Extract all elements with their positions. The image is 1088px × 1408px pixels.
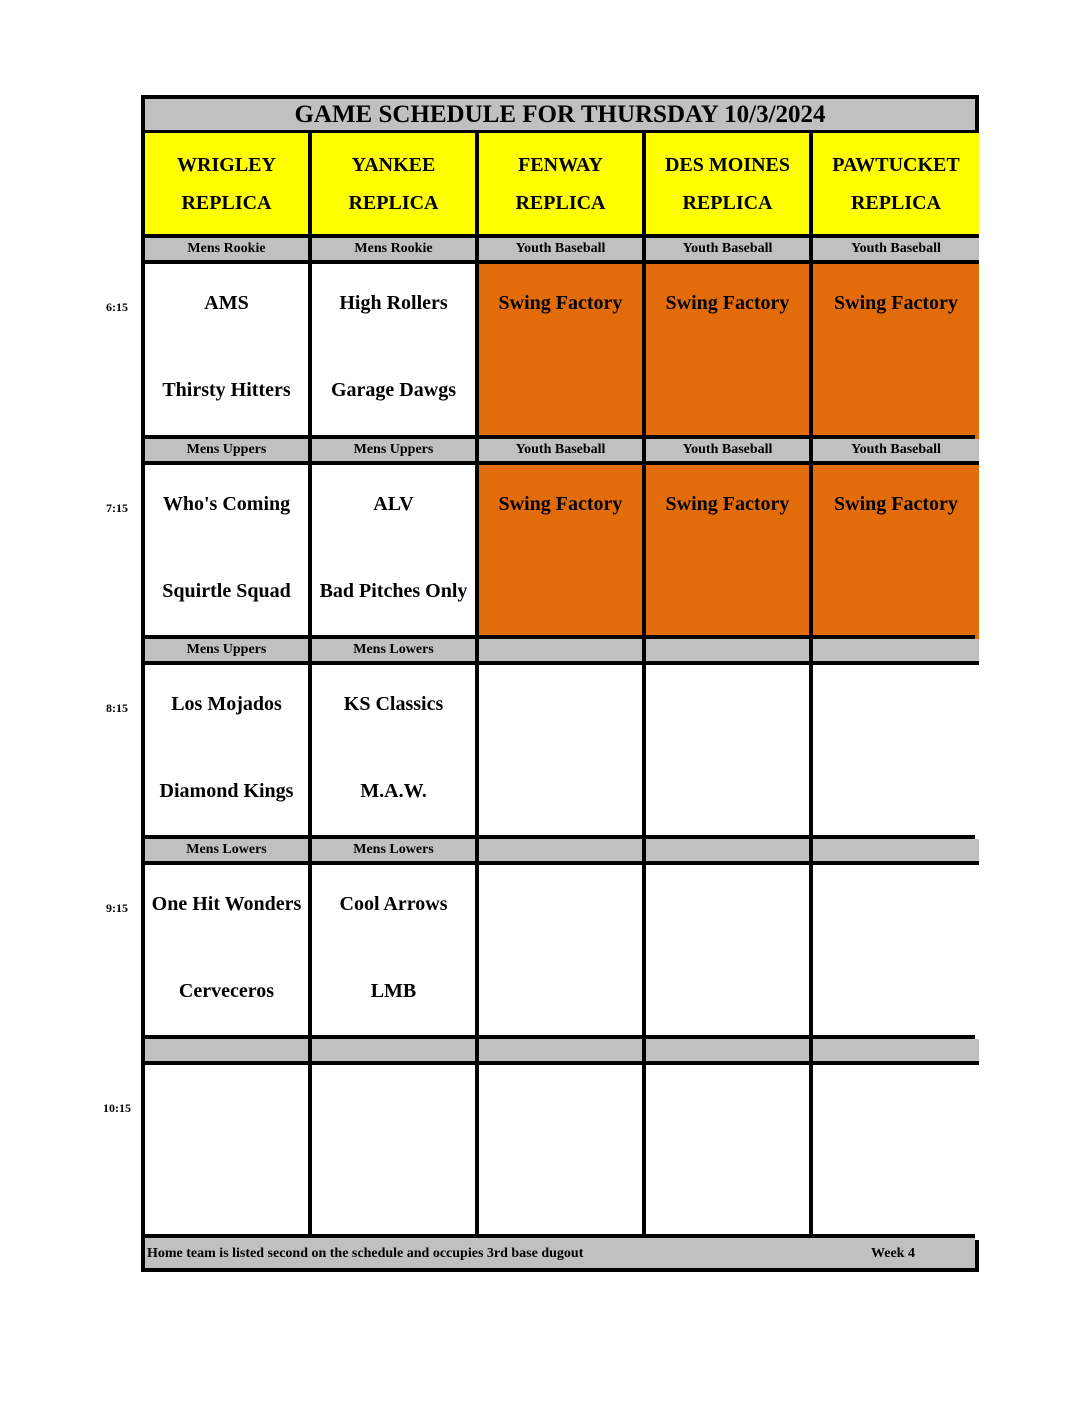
game-cell (813, 665, 979, 840)
division-label: Mens Uppers (145, 439, 308, 461)
game-cell (312, 264, 475, 439)
division-label (479, 839, 642, 861)
footer-note: Home team is listed second on the schedule and occupies 3rd base dugout (147, 1246, 584, 1261)
game-cell (312, 665, 475, 840)
game-cell (145, 465, 308, 640)
row-divider (145, 861, 975, 865)
game-cell (646, 264, 809, 439)
column-divider (308, 133, 312, 1234)
division-label: Youth Baseball (813, 439, 979, 461)
row-divider (145, 661, 975, 665)
division-label (312, 1039, 475, 1061)
game-cell (813, 865, 979, 1040)
game-cell (813, 1065, 979, 1240)
division-label: Mens Uppers (145, 639, 308, 661)
division-label (813, 639, 979, 661)
row-divider (145, 635, 975, 639)
home-team: Thirsty Hitters (162, 379, 291, 401)
venue-subtitle: REPLICA (850, 191, 941, 214)
game-cell (479, 665, 642, 840)
row-divider (145, 234, 975, 238)
row-divider (145, 1035, 975, 1039)
away-team: AMS (204, 292, 249, 314)
away-team: Swing Factory (834, 292, 958, 314)
column-divider (475, 133, 479, 1234)
game-cell (312, 865, 475, 1040)
game-cell (646, 465, 809, 640)
venue-header (813, 133, 979, 234)
division-label: Mens Lowers (312, 639, 475, 661)
venue-name: FENWAY (518, 153, 603, 176)
division-label (479, 639, 642, 661)
division-label: Youth Baseball (479, 238, 642, 260)
venue-name: WRIGLEY (177, 153, 276, 176)
game-cell (145, 264, 308, 439)
venue-header (479, 133, 642, 234)
game-cell (479, 865, 642, 1040)
row-divider (145, 835, 975, 839)
away-team: KS Classics (343, 693, 444, 715)
away-team: Swing Factory (498, 292, 623, 314)
home-team: Garage Dawgs (331, 379, 456, 401)
division-label (646, 1039, 809, 1061)
time-label: 7:15 (106, 501, 128, 515)
venue-header (312, 133, 475, 234)
division-label (813, 839, 979, 861)
division-label: Mens Rookie (312, 238, 475, 260)
row-divider (145, 260, 975, 264)
division-label: Mens Rookie (145, 238, 308, 260)
schedule-table (141, 95, 979, 1272)
game-cell (145, 1065, 308, 1240)
away-team: High Rollers (339, 292, 448, 314)
home-team: M.A.W. (360, 780, 427, 802)
away-team: Who's Coming (162, 493, 291, 515)
game-cell (145, 865, 308, 1040)
venue-subtitle: REPLICA (181, 191, 272, 214)
division-label (646, 639, 809, 661)
row-divider (145, 435, 975, 439)
division-label (813, 1039, 979, 1061)
page-title: GAME SCHEDULE FOR THURSDAY 10/3/2024 (145, 99, 975, 133)
venue-header (646, 133, 809, 234)
column-divider (642, 133, 646, 1234)
game-cell (646, 865, 809, 1040)
footer-bar (145, 1238, 975, 1268)
home-team: LMB (370, 980, 417, 1002)
away-team: Swing Factory (665, 292, 790, 314)
away-team: One Hit Wonders (151, 893, 302, 915)
away-team: Swing Factory (665, 493, 790, 515)
away-team: Swing Factory (834, 493, 958, 515)
away-team: ALV (373, 493, 414, 515)
time-label: 9:15 (106, 901, 128, 915)
game-cell (479, 264, 642, 439)
game-cell (479, 465, 642, 640)
game-cell (145, 665, 308, 840)
division-label: Mens Lowers (145, 839, 308, 861)
row-divider (145, 1061, 975, 1065)
venue-name: PAWTUCKET (832, 153, 960, 176)
division-label: Youth Baseball (479, 439, 642, 461)
home-team: Bad Pitches Only (319, 580, 468, 602)
division-label (646, 839, 809, 861)
game-cell (312, 1065, 475, 1240)
game-cell (312, 465, 475, 640)
venue-subtitle: REPLICA (348, 191, 439, 214)
home-team: Cerveceros (178, 980, 275, 1002)
division-label: Youth Baseball (813, 238, 979, 260)
game-cell (646, 665, 809, 840)
venue-header (145, 133, 308, 234)
home-team: Squirtle Squad (162, 580, 291, 602)
row-divider (145, 461, 975, 465)
time-label: 6:15 (106, 300, 128, 314)
home-team: Diamond Kings (159, 780, 294, 802)
division-label: Mens Lowers (312, 839, 475, 861)
venue-name: YANKEE (351, 153, 436, 176)
division-label: Youth Baseball (646, 238, 809, 260)
venue-subtitle: REPLICA (682, 191, 773, 214)
division-label (145, 1039, 308, 1061)
game-cell (813, 465, 979, 640)
week-label: Week 4 (871, 1246, 915, 1261)
division-label (479, 1039, 642, 1061)
game-cell (813, 264, 979, 439)
time-label: 10:15 (103, 1101, 131, 1115)
time-label: 8:15 (106, 701, 128, 715)
venue-subtitle: REPLICA (515, 191, 606, 214)
away-team: Swing Factory (498, 493, 623, 515)
game-cell (646, 1065, 809, 1240)
column-divider (809, 133, 813, 1234)
away-team: Cool Arrows (339, 893, 448, 915)
division-label: Mens Uppers (312, 439, 475, 461)
away-team: Los Mojados (171, 693, 282, 715)
venue-name: DES MOINES (664, 153, 791, 176)
division-label: Youth Baseball (646, 439, 809, 461)
game-cell (479, 1065, 642, 1240)
